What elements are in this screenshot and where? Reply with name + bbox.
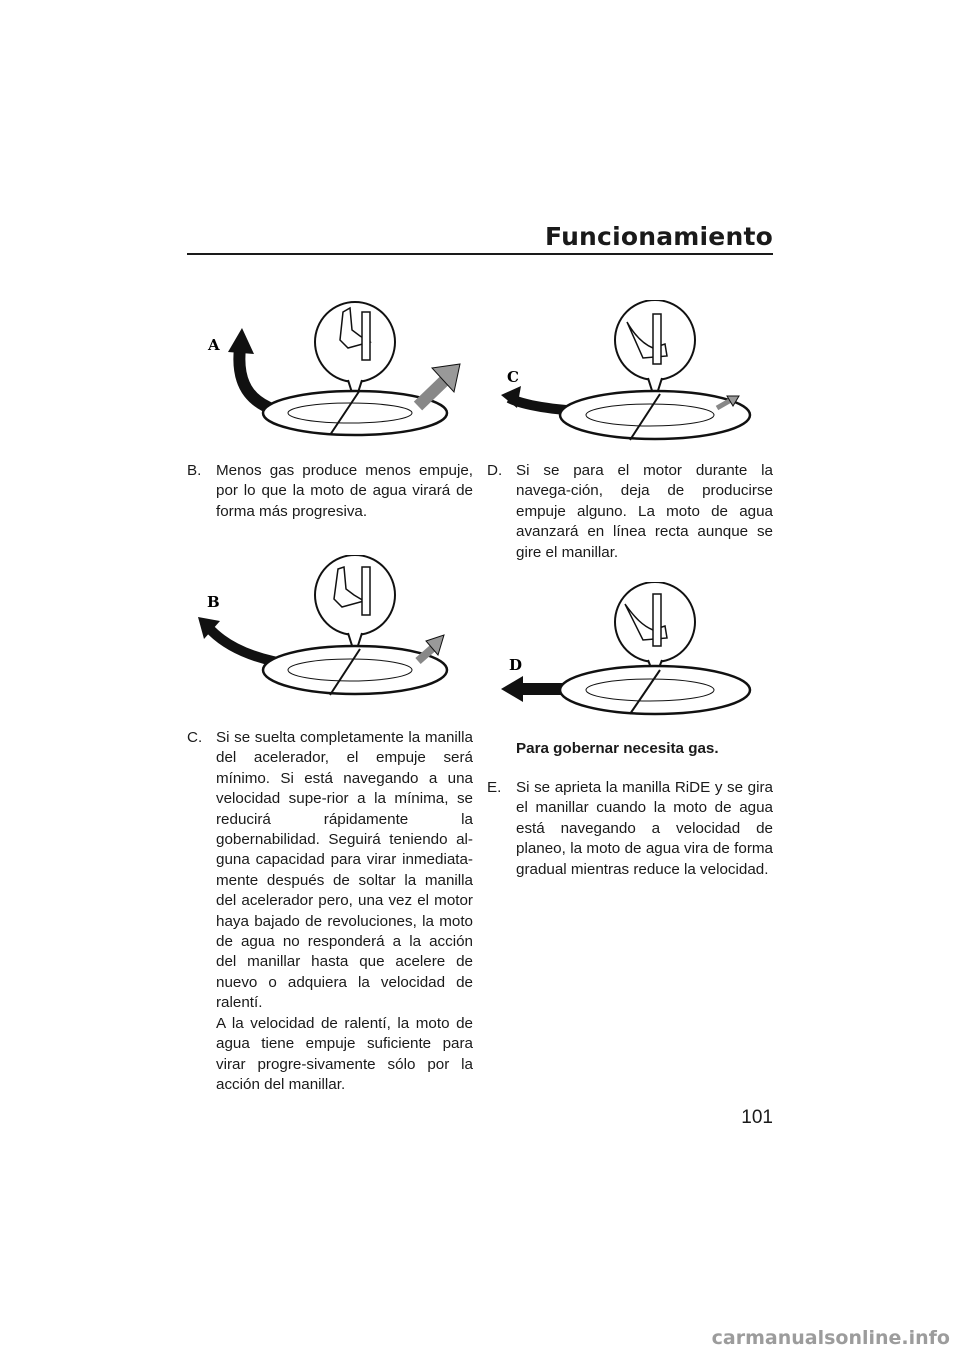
figure-label: D bbox=[509, 656, 523, 674]
straight-arrow-head bbox=[501, 676, 523, 702]
footer-watermark: carmanualsonline.info bbox=[711, 1327, 950, 1349]
figure-b bbox=[190, 555, 460, 705]
item-letter: D. bbox=[487, 462, 503, 479]
figure-label: C bbox=[507, 368, 519, 386]
figure-label: B bbox=[207, 593, 220, 611]
item-d bbox=[487, 461, 773, 563]
item-letter: E. bbox=[487, 779, 502, 796]
figure-d bbox=[495, 582, 755, 722]
watercraft-hull bbox=[560, 391, 750, 439]
page-number: 101 bbox=[741, 1107, 773, 1128]
watercraft-hull bbox=[560, 666, 750, 714]
figure-c bbox=[495, 300, 755, 450]
item-letter: C. bbox=[187, 729, 203, 746]
item-c bbox=[187, 728, 473, 1095]
item-b bbox=[187, 461, 473, 522]
watercraft-hull bbox=[263, 646, 447, 694]
figure-a bbox=[200, 290, 470, 440]
item-letter: B. bbox=[187, 462, 202, 479]
header-rule bbox=[187, 253, 773, 255]
item-text: Si se suelta completamente la manilla del acelerador, el empuje será mínimo. Si está navegando a una velocidad supe-rior a la mínima, se reducirá rápidamente la gobernabilidad. Seguirá teniendo al-guna capacidad para virar inmediata-mente después de soltar la manilla del acelerador pero, una vez el motor haya bajado de revoluciones, la moto de agua no responderá a la acción del manillar hasta que acelere de nuevo o adquiera la velocidad de ralentí. bbox=[216, 729, 473, 1012]
item-text-2: A la velocidad de ralentí, la moto de agua tiene empuje suficiente para virar progre-sivamente sólo por la acción del manillar. bbox=[216, 1014, 473, 1093]
figure-label: A bbox=[208, 336, 220, 354]
turn-arrow-head bbox=[228, 328, 254, 354]
item-text: Si se para el motor durante la navega-ción, deja de producirse empuje alguno. La moto de agua avanzará en línea recta aunque se gire el manillar. bbox=[516, 462, 773, 561]
item-e bbox=[487, 778, 773, 880]
page-title: Funcionamiento bbox=[545, 222, 773, 251]
item-text: Menos gas produce menos empuje, por lo que la moto de agua virará de forma más progresiva. bbox=[216, 462, 473, 520]
warning-text: Para gobernar necesita gas. bbox=[516, 740, 719, 757]
item-text: Si se aprieta la manilla RiDE y se gira el manillar cuando la moto de agua está navegando a velocidad de planeo, la moto de agua vira de forma gradual mientras reduce la velocidad. bbox=[516, 779, 773, 878]
